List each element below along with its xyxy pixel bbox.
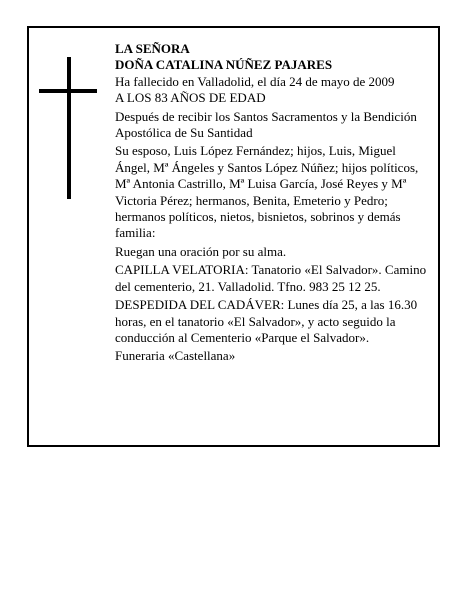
sacraments-paragraph: Después de recibir los Santos Sacramentos y la Bendición Apostólica de Su Santidad [115, 108, 417, 141]
farewell-paragraph: DESPEDIDA DEL CADÁVER: Lunes día 25, a las 16.30 horas, en el tanatorio «El Salvador», y acto seguido la conducción al Cementerio «Parque el Salvador». [115, 297, 418, 345]
notice-text [115, 41, 433, 365]
chapel-paragraph: CAPILLA VELATORIA: Tanatorio «El Salvador». Camino del cementerio, 21. Valladolid. Tfno. 983 25 12 25. [115, 262, 427, 294]
obituary-notice [27, 26, 440, 447]
age-line: A LOS 83 AÑOS DE EDAD [115, 90, 266, 106]
funeral-home-paragraph: Funeraria «Castellana» [115, 348, 236, 364]
notice-heading-title: LA SEÑORA [115, 41, 190, 56]
prayer-paragraph: Ruegan una oración por su alma. [115, 243, 287, 259]
family-paragraph: Su esposo, Luis López Fernández; hijos, Luis, Miguel Ángel, Mª Ángeles y Santos López Núñez; hijos políticos, Mª Antonia Castrillo, Mª Luisa García, José Reyes y Mª Victoria Pérez; hermanos, Benita, Emeterio y Pedro; hermanos políticos, nietos, bisnietos, sobrinos y demás familia: [115, 143, 419, 241]
cross-icon [39, 57, 97, 199]
death-date-line: Ha fallecido en Valladolid, el día 24 de mayo de 2009 [115, 73, 395, 89]
cross-horizontal-bar [39, 89, 97, 93]
cross-vertical-bar [67, 57, 71, 199]
deceased-name: DOÑA CATALINA NÚÑEZ PAJARES [115, 57, 333, 73]
